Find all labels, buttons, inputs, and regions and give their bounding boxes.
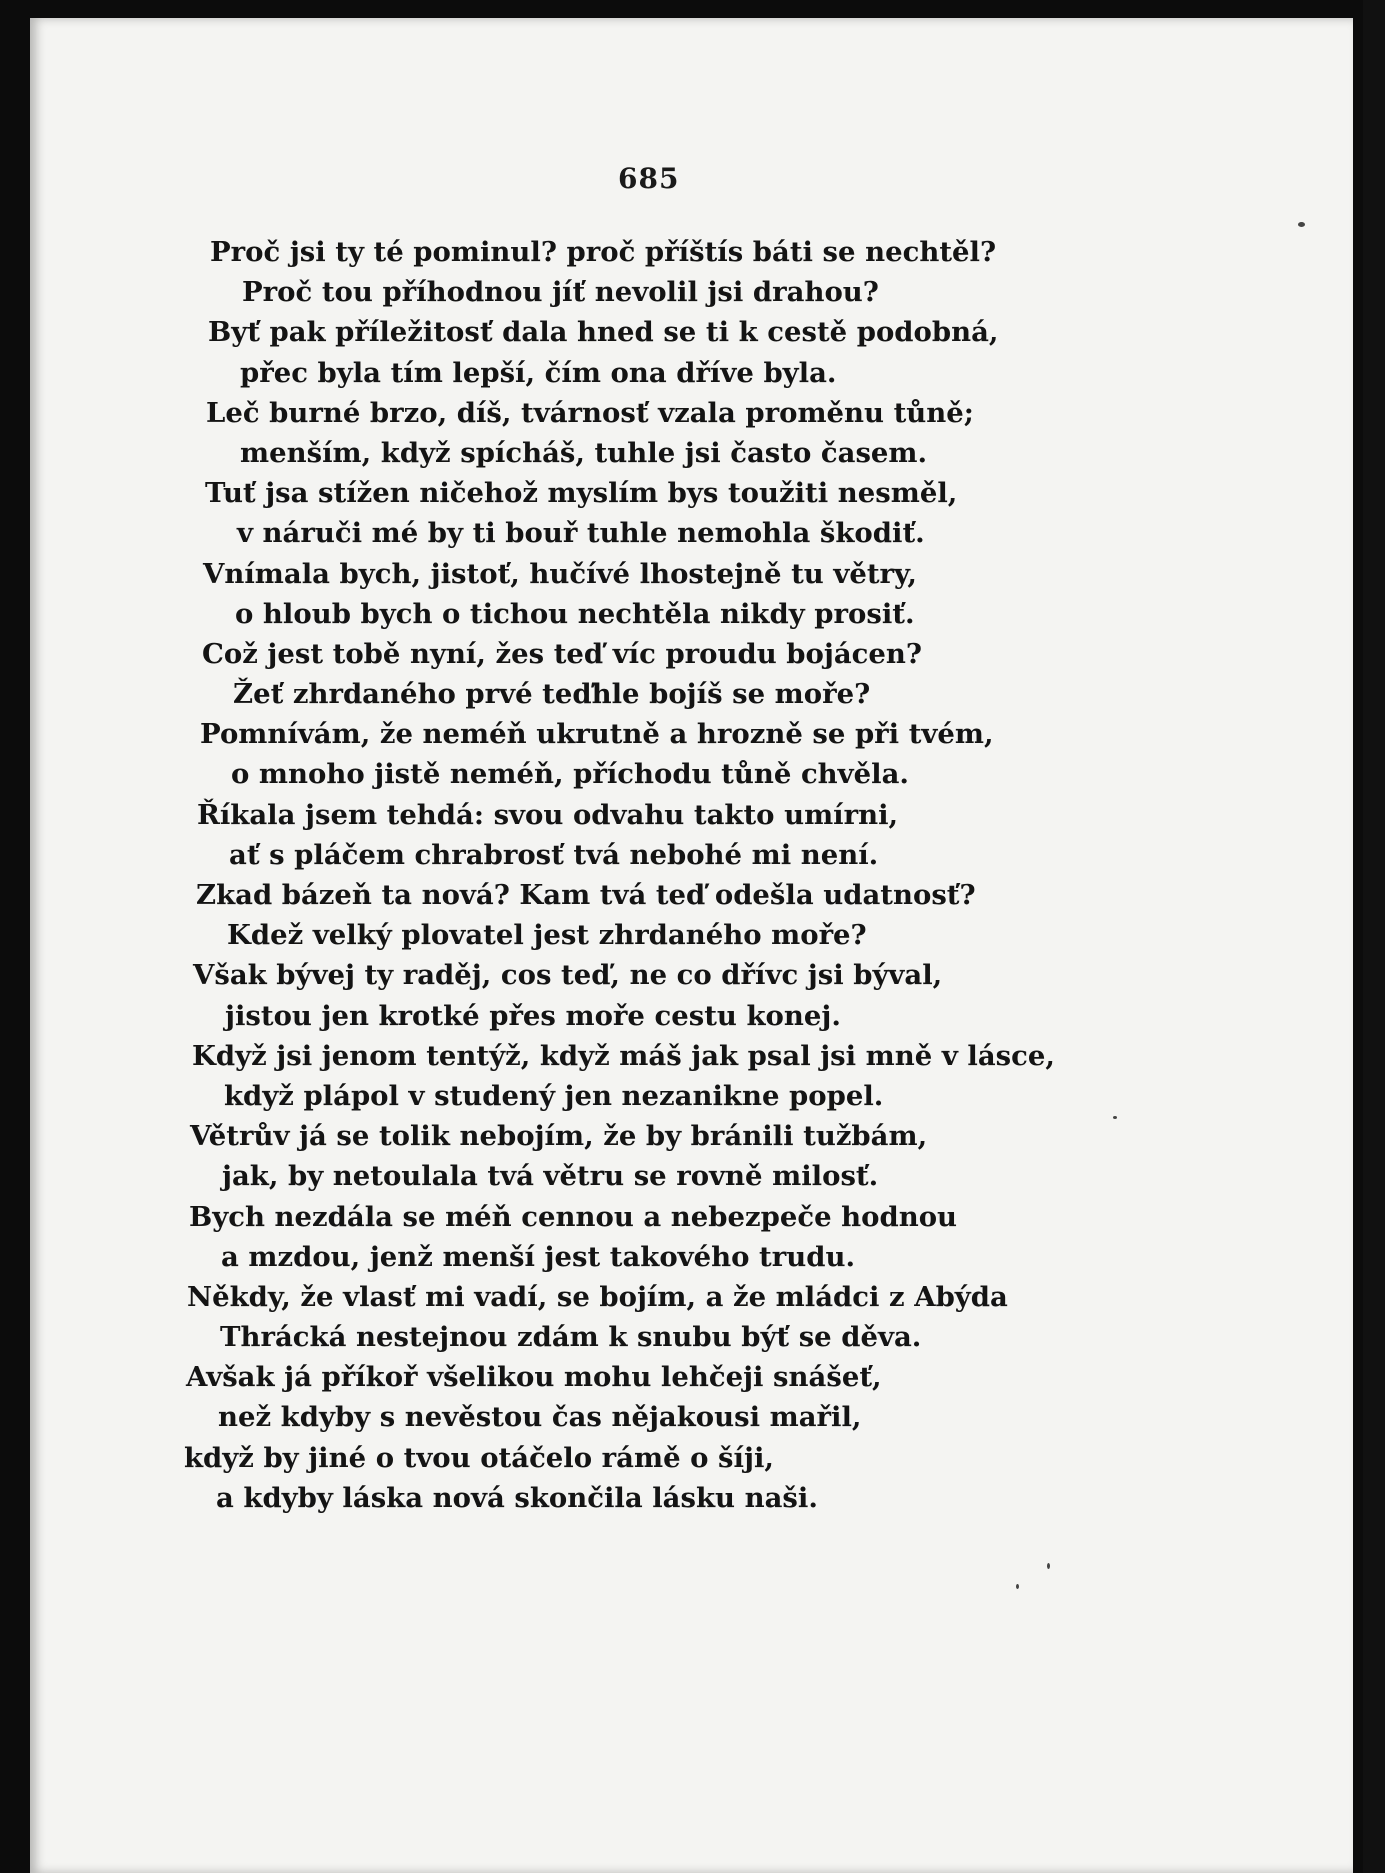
poem-line: Proč jsi ty té pominul? proč příštís báti se nechtěl? — [210, 236, 997, 268]
poem-line: Byť pak příležitosť dala hned se ti k cestě podobná, — [208, 316, 999, 349]
poem-text — [0, 232, 1385, 1518]
poem-line: Proč tou příhodnou jíť nevolil jsi drahou? — [242, 276, 879, 309]
poem-line: jistou jen krotké přes moře cestu konej. — [225, 999, 841, 1032]
poem-line: Leč burné brzo, díš, tvárnosť vzala proměnu tůně; — [206, 396, 974, 429]
poem-line: když by jiné o tvou otáčelo rámě o šíji, — [184, 1441, 774, 1474]
poem-line: Zkad bázeň ta nová? Kam tvá teď odešla udatnosť? — [196, 879, 976, 911]
poem-line: Však bývej ty raděj, cos teď, ne co dřívc jsi býval, — [193, 959, 943, 992]
poem-line: když plápol v studený jen nezanikne popel. — [224, 1079, 884, 1112]
ink-speck — [1298, 222, 1305, 227]
poem-line: Bych nezdála se méň cennou a nebezpeče hodnou — [189, 1200, 958, 1233]
poem-line: ať s pláčem chrabrosť tvá nebohé mi není. — [229, 838, 879, 871]
page-number: 685 — [618, 162, 680, 195]
poem-line: a kdyby láska nová skončila lásku naši. — [216, 1481, 818, 1514]
poem-line: menším, když spícháš, tuhle jsi často časem. — [240, 436, 928, 469]
poem-line: Říkala jsem tehdá: svou odvahu takto umírni, — [197, 798, 899, 831]
poem-line: přec byla tím lepší, čím ona dříve byla. — [240, 356, 837, 389]
poem-line: Větrův já se tolik nebojím, že by bránili tužbám, — [190, 1120, 928, 1153]
ink-speck — [1113, 1116, 1117, 1119]
poem-line: Tuť jsa stížen ničehož myslím bys toužiti nesměl, — [205, 477, 958, 510]
ink-speck — [1047, 1563, 1050, 1569]
poem-line: Kdež velký plovatel jest zhrdaného moře? — [227, 919, 867, 952]
poem-line: Avšak já příkoř všelikou mohu lehčeji snášeť, — [186, 1361, 882, 1394]
poem-line: o hloub bych o tichou nechtěla nikdy prosiť. — [235, 597, 915, 630]
poem-line: Thrácká nestejnou zdám k snubu býť se děva. — [220, 1321, 922, 1354]
poem-line: Což jest tobě nyní, žes teď víc proudu bojácen? — [202, 637, 922, 670]
poem-line: v náruči mé by ti bouř tuhle nemohla škodiť. — [237, 517, 925, 550]
poem-line: Žeť zhrdaného prvé teďhle bojíš se moře? — [233, 678, 871, 711]
poem-line: než kdyby s nevěstou čas nějakousi mařil, — [218, 1401, 862, 1434]
poem-line: o mnoho jistě neméň, příchodu tůně chvěla. — [231, 758, 909, 791]
ink-speck — [1016, 1584, 1019, 1589]
poem-line: Když jsi jenom tentýž, když máš jak psal jsi mně v lásce, — [192, 1039, 1055, 1072]
poem-line: a mzdou, jenž menší jest takového trudu. — [221, 1240, 856, 1273]
poem-line: Pomnívám, že neméň ukrutně a hrozně se při tvém, — [200, 718, 994, 751]
poem-line: Vnímala bych, jistoť, hučívé lhostejně tu větry, — [203, 557, 917, 590]
poem-line: jak, by netoulala tvá větru se rovně milosť. — [222, 1160, 879, 1193]
poem-line: Někdy, že vlasť mi vadí, se bojím, a že mládci z Abýda — [187, 1280, 1008, 1313]
